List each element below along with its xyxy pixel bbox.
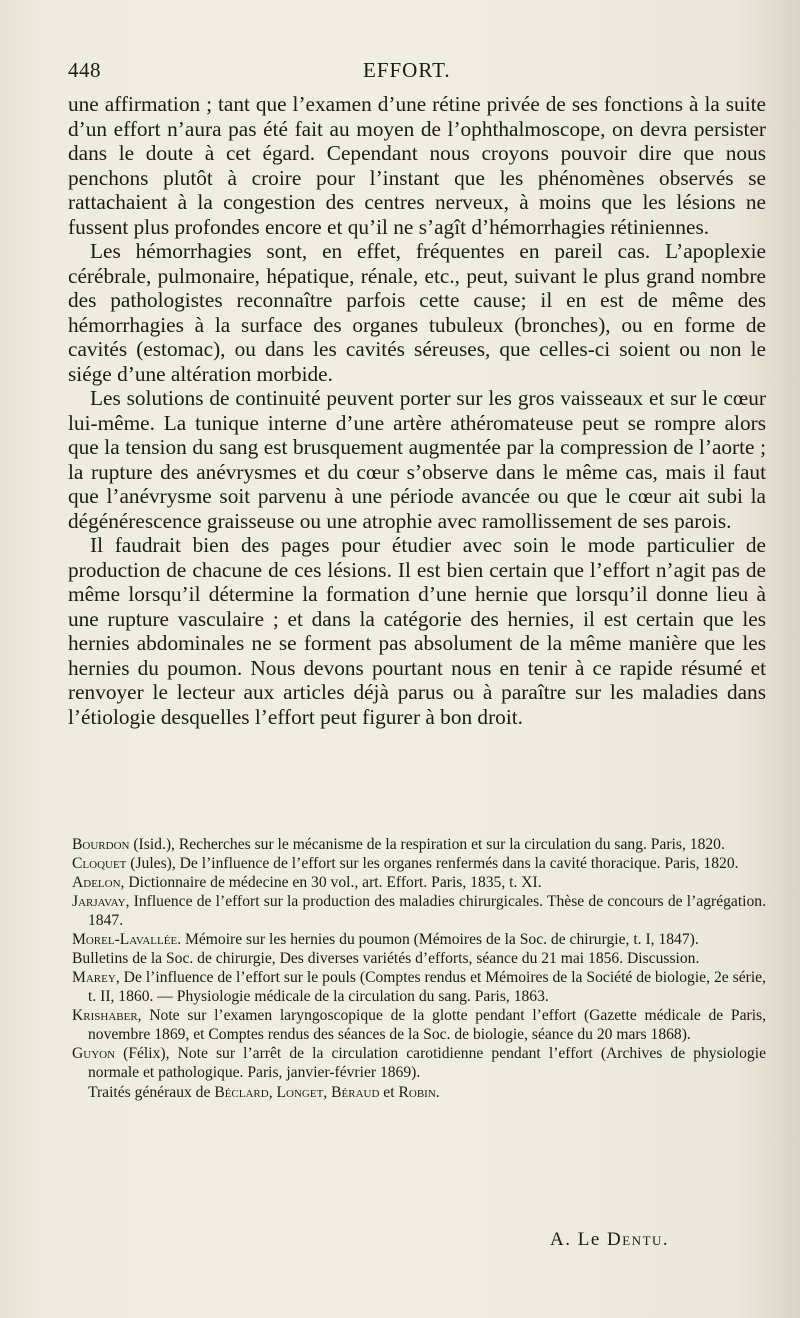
traites-suffix: . <box>435 1084 440 1101</box>
bib-author: Cloquet <box>72 855 127 872</box>
bibliography-entry <box>72 1006 766 1044</box>
bibliography-entry <box>72 854 766 873</box>
bibliography-entry <box>72 968 766 1006</box>
traites-author: Béraud <box>331 1084 380 1101</box>
bib-text: , Note sur l’examen laryngoscopique de la glotte pendant l’effort (Gazette médicale de Paris, novembre 1869, et Comptes rendus des séances de la Soc. de biologie, séance du 20 mars 1868). <box>88 1007 766 1043</box>
bibliography-entry <box>72 892 766 930</box>
bib-author: Guyon <box>72 1045 116 1062</box>
bib-text: , Influence de l’effort sur la production des maladies chirurgicales. Thèse de concours de l’agrégation. 1847. <box>88 893 766 929</box>
bib-text: . Mémoire sur les hernies du poumon (Mémoires de la Soc. de chirurgie, t. I, 1847). <box>177 931 699 948</box>
paragraph: Les hémorrhagies sont, en effet, fréquentes en pareil cas. L’apoplexie cérébrale, pulmonaire, hépatique, rénale, etc., peut, suivant le plus grand nombre des pathologistes reconnaître parfois cette cause; il en est de même des hémorrhagies à la surface des organes tubuleux (bronches), ou en forme de cavités (estomac), ou dans les cavités séreuses, que celles-ci soient ou non le siége d’une altération morbide. <box>68 239 766 386</box>
bib-text: (Isid.), Recherches sur le mécanisme de la respiration et sur la circulation du sang. Paris, 1820. <box>129 836 725 853</box>
page-header <box>68 58 770 86</box>
traites-generaux-line <box>72 1083 766 1102</box>
bib-author: Jarjavay <box>72 893 126 910</box>
traites-author: Longet <box>276 1084 324 1101</box>
traites-sep: , <box>323 1084 332 1101</box>
bib-text: , Dictionnaire de médecine en 30 vol., art. Effort. Paris, 1835, t. XI. <box>120 874 542 891</box>
bibliography-entry <box>72 949 766 968</box>
bibliography-entry <box>72 1044 766 1082</box>
paragraph: Les solutions de continuité peuvent porter sur les gros vaisseaux et sur le cœur lui-même. La tunique interne d’une artère athéromateuse peut se rompre alors que la tension du sang est brusquement augmentée par la compression de l’aorte ; la rupture des anévrysmes et du cœur s’observe dans le même cas, mais il faut que l’anévrysme soit parvenu à une période avancée ou que le cœur ait subi la dégénérescence graisseuse ou une atrophie avec ramollissement de ses parois. <box>68 386 766 533</box>
bib-author: Adelon <box>72 874 121 891</box>
body-text <box>68 92 766 729</box>
traites-author: Robin <box>398 1084 436 1101</box>
traites-sep: et <box>379 1084 399 1101</box>
running-title: EFFORT. <box>363 58 451 82</box>
signature-suffix: . <box>662 1229 670 1250</box>
bib-text: Bulletins de la Soc. de chirurgie, Des diverses variétés d’efforts, séance du 21 mai 1856. Discussion. <box>72 950 700 967</box>
traites-author: Béclard <box>214 1084 269 1101</box>
traites-prefix: Traités généraux de <box>88 1084 215 1101</box>
bib-author: Morel-Lavallée <box>72 931 178 948</box>
bib-text: (Jules), De l’influence de l’effort sur les organes renfermés dans la cavité thoracique. Paris, 1820. <box>126 855 739 872</box>
bibliography-entry <box>72 873 766 892</box>
page-number: 448 <box>68 58 101 82</box>
author-signature <box>550 1229 669 1251</box>
paragraph: Il faudrait bien des pages pour étudier avec soin le mode particulier de production de chacune de ces lésions. Il est bien certain que l’effort n’agit pas de même lorsqu’il détermine la formation d’une hernie que lorsqu’il donne lieu à une rupture vasculaire ; et dans la catégorie des hernies, il est certain que les hernies abdominales ne se forment pas absolument de la même manière que les hernies du poumon. Nous devons pourtant nous en tenir à ce rapide résumé et renvoyer le lecteur aux articles déjà parus ou à paraître sur les maladies dans l’étiologie desquelles l’effort peut figurer à bon droit. <box>68 533 766 729</box>
paragraph: une affirmation ; tant que l’examen d’une rétine privée de ses fonctions à la suite d’un effort n’aura pas été fait au moyen de l’ophthalmoscope, on devra persister dans le doute à cet égard. Cependant nous croyons pouvoir dire que nous penchons plutôt à croire pour l’instant que les phénomènes observés se rattachaient à la congestion des centres nerveux, à moins que les lésions ne fussent plus profondes encore et qu’il ne s’agît d’hémorrhagies rétiniennes. <box>68 92 766 239</box>
bibliography <box>72 835 766 1102</box>
bibliography-entry <box>72 835 766 854</box>
bib-author: Bourdon <box>72 836 130 853</box>
bib-text: , De l’influence de l’effort sur le pouls (Comptes rendus et Mémoires de la Société de biologie, 2e série, t. II, 1860. — Physiologie médicale de la circulation du sang. Paris, 1863. <box>88 969 766 1005</box>
bib-author: Marey <box>72 969 116 986</box>
signature-name: Dentu <box>607 1229 663 1250</box>
bib-text: (Félix), Note sur l’arrêt de la circulation carotidienne pendant l’effort (Archives de physiologie normale et pathologique. Paris, janvier-février 1869). <box>88 1045 766 1081</box>
bib-author: Krishaber <box>72 1007 138 1024</box>
traites-sep: , <box>268 1084 277 1101</box>
bibliography-entry <box>72 930 766 949</box>
signature-initial: A. Le <box>550 1229 608 1250</box>
